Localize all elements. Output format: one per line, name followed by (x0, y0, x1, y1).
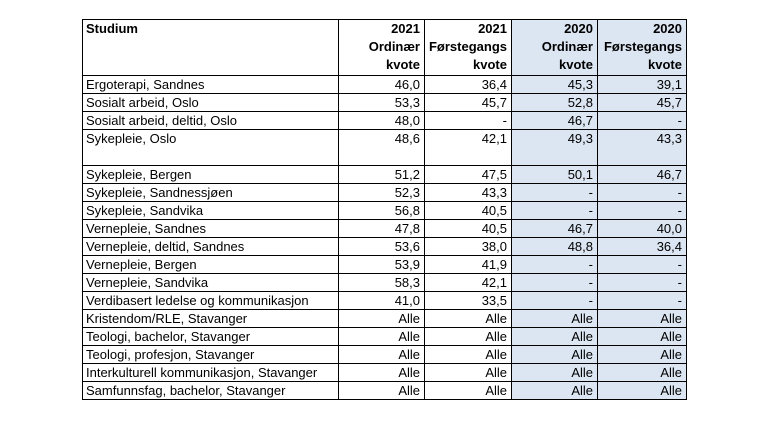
table-row (83, 130, 687, 166)
ordinaer-2020-cell: Alle (512, 328, 598, 346)
header-year: 2021 (391, 21, 420, 36)
ordinaer-2021-cell: Alle (339, 328, 425, 346)
ordinaer-2020-cell: 50,1 (512, 166, 598, 184)
header-text: Studium (86, 21, 138, 36)
forstegangs-2020-cell: 45,7 (598, 94, 687, 112)
ordinaer-2021-cell: 56,8 (339, 202, 425, 220)
header-2021-forstegangs (425, 20, 512, 76)
ordinaer-2021-cell: 51,2 (339, 166, 425, 184)
ordinaer-2021-cell: 46,0 (339, 76, 425, 94)
forstegangs-2021-cell: 36,4 (425, 76, 512, 94)
table-row (83, 382, 687, 400)
ordinaer-2020-cell: Alle (512, 346, 598, 364)
table-row (83, 256, 687, 274)
ordinaer-2020-cell: 49,3 (512, 130, 598, 166)
forstegangs-2021-cell: Alle (425, 364, 512, 382)
study-name-cell: Verdibasert ledelse og kommunikasjon (83, 292, 339, 310)
table-row (83, 202, 687, 220)
forstegangs-2021-cell: Alle (425, 328, 512, 346)
study-name-cell: Ergoterapi, Sandnes (83, 76, 339, 94)
forstegangs-2020-cell: - (598, 256, 687, 274)
header-quota-type: Førstegangs (428, 39, 507, 54)
forstegangs-2021-cell: Alle (425, 346, 512, 364)
forstegangs-2020-cell: 36,4 (598, 238, 687, 256)
header-year: 2020 (653, 21, 682, 36)
header-quota-word: kvote (648, 57, 682, 72)
ordinaer-2021-cell: Alle (339, 346, 425, 364)
table-row (83, 346, 687, 364)
forstegangs-2020-cell: 40,0 (598, 220, 687, 238)
study-name-cell: Kristendom/RLE, Stavanger (83, 310, 339, 328)
ordinaer-2020-cell: 45,3 (512, 76, 598, 94)
ordinaer-2021-cell: 53,3 (339, 94, 425, 112)
forstegangs-2020-cell: 39,1 (598, 76, 687, 94)
header-quota-word: kvote (473, 57, 507, 72)
header-year: 2020 (564, 21, 593, 36)
forstegangs-2020-cell: - (598, 184, 687, 202)
table-row (83, 364, 687, 382)
forstegangs-2021-cell: 42,1 (425, 274, 512, 292)
forstegangs-2020-cell: Alle (598, 328, 687, 346)
forstegangs-2021-cell: - (425, 112, 512, 130)
ordinaer-2020-cell: 52,8 (512, 94, 598, 112)
forstegangs-2020-cell: - (598, 202, 687, 220)
forstegangs-2021-cell: Alle (425, 382, 512, 400)
header-year: 2021 (478, 21, 507, 36)
ordinaer-2020-cell: 48,8 (512, 238, 598, 256)
study-name-cell: Sykepleie, Oslo (83, 130, 339, 166)
table-row (83, 238, 687, 256)
ordinaer-2021-cell: 48,6 (339, 130, 425, 166)
study-name-cell: Teologi, profesjon, Stavanger (83, 346, 339, 364)
header-2020-forstegangs (598, 20, 687, 76)
header-quota-type: Ordinær (368, 39, 420, 54)
ordinaer-2020-cell: - (512, 256, 598, 274)
admission-table (82, 19, 687, 400)
table-row (83, 112, 687, 130)
table-row (83, 94, 687, 112)
forstegangs-2020-cell: Alle (598, 346, 687, 364)
forstegangs-2020-cell: - (598, 274, 687, 292)
table-row (83, 292, 687, 310)
study-name-cell: Sykepleie, Bergen (83, 166, 339, 184)
table-row (83, 310, 687, 328)
ordinaer-2021-cell: 48,0 (339, 112, 425, 130)
forstegangs-2021-cell: 43,3 (425, 184, 512, 202)
forstegangs-2021-cell: 40,5 (425, 220, 512, 238)
table-row (83, 76, 687, 94)
table-row (83, 220, 687, 238)
forstegangs-2020-cell: - (598, 292, 687, 310)
table-row (83, 166, 687, 184)
table-header-row (83, 20, 687, 76)
forstegangs-2020-cell: 46,7 (598, 166, 687, 184)
header-quota-type: Førstegangs (603, 39, 682, 54)
forstegangs-2020-cell: - (598, 112, 687, 130)
study-name-cell: Sykepleie, Sandnessjøen (83, 184, 339, 202)
header-quota-word: kvote (559, 57, 593, 72)
study-name-cell: Samfunnsfag, bachelor, Stavanger (83, 382, 339, 400)
header-quota-type: Ordinær (541, 39, 593, 54)
ordinaer-2020-cell: - (512, 292, 598, 310)
ordinaer-2021-cell: 47,8 (339, 220, 425, 238)
ordinaer-2021-cell: 58,3 (339, 274, 425, 292)
study-name-cell: Vernepleie, Sandvika (83, 274, 339, 292)
ordinaer-2021-cell: 53,9 (339, 256, 425, 274)
ordinaer-2021-cell: Alle (339, 364, 425, 382)
table-row (83, 328, 687, 346)
header-studium (83, 20, 339, 76)
ordinaer-2020-cell: - (512, 184, 598, 202)
ordinaer-2020-cell: - (512, 274, 598, 292)
ordinaer-2021-cell: 53,6 (339, 238, 425, 256)
forstegangs-2021-cell: 40,5 (425, 202, 512, 220)
ordinaer-2020-cell: - (512, 202, 598, 220)
study-name-cell: Sosialt arbeid, deltid, Oslo (83, 112, 339, 130)
forstegangs-2021-cell: 42,1 (425, 130, 512, 166)
forstegangs-2020-cell: Alle (598, 382, 687, 400)
header-2020-ordinaer (512, 20, 598, 76)
ordinaer-2021-cell: Alle (339, 310, 425, 328)
forstegangs-2021-cell: 41,9 (425, 256, 512, 274)
ordinaer-2020-cell: Alle (512, 310, 598, 328)
table-row (83, 274, 687, 292)
forstegangs-2021-cell: 47,5 (425, 166, 512, 184)
header-2021-ordinaer (339, 20, 425, 76)
ordinaer-2020-cell: Alle (512, 364, 598, 382)
header-quota-word: kvote (386, 57, 420, 72)
study-name-cell: Vernepleie, Bergen (83, 256, 339, 274)
forstegangs-2021-cell: 33,5 (425, 292, 512, 310)
ordinaer-2021-cell: Alle (339, 382, 425, 400)
ordinaer-2020-cell: Alle (512, 382, 598, 400)
study-name-cell: Interkulturell kommunikasjon, Stavanger (83, 364, 339, 382)
study-name-cell: Teologi, bachelor, Stavanger (83, 328, 339, 346)
forstegangs-2020-cell: Alle (598, 364, 687, 382)
study-name-cell: Sosialt arbeid, Oslo (83, 94, 339, 112)
forstegangs-2020-cell: 43,3 (598, 130, 687, 166)
forstegangs-2021-cell: 38,0 (425, 238, 512, 256)
forstegangs-2020-cell: Alle (598, 310, 687, 328)
study-name-cell: Vernepleie, deltid, Sandnes (83, 238, 339, 256)
forstegangs-2021-cell: 45,7 (425, 94, 512, 112)
ordinaer-2021-cell: 52,3 (339, 184, 425, 202)
ordinaer-2020-cell: 46,7 (512, 220, 598, 238)
ordinaer-2020-cell: 46,7 (512, 112, 598, 130)
ordinaer-2021-cell: 41,0 (339, 292, 425, 310)
forstegangs-2021-cell: Alle (425, 310, 512, 328)
study-name-cell: Sykepleie, Sandvika (83, 202, 339, 220)
study-name-cell: Vernepleie, Sandnes (83, 220, 339, 238)
table-row (83, 184, 687, 202)
